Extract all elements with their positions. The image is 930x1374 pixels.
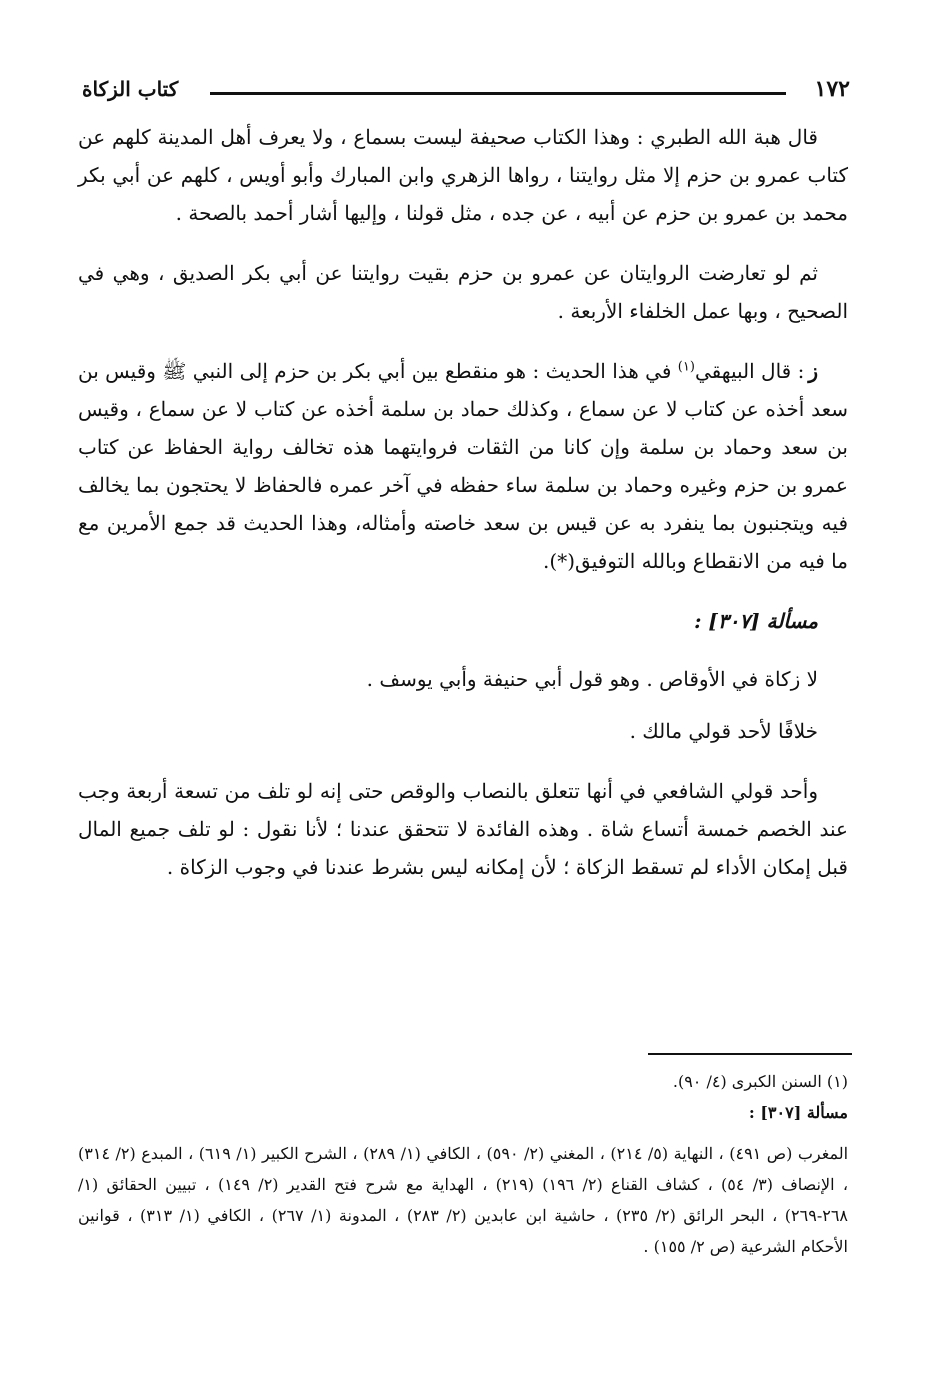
issue-heading: مسألة [٣٠٧] : [694, 609, 818, 633]
header-rule [210, 92, 786, 95]
footnote-references: المغرب (ص ٤٩١) ، النهاية (٥/ ٢١٤) ، المغني (٢/ ٥٩٠) ، الكافي (١/ ٢٨٩) ، الشرح الكبير (١/ ٦١٩) ، المبدع (٢/ ٣١٤) ، الإنصاف (٣/ ٥٤) ، كشاف القناع (٢/ ١٩٦) (٢١٩) ، الهداية مع شرح فتح القدير (٢/ ١٤٩) ، تبيين الحقائق (١/ ٢٦٨-٢٦٩) ، البحر الرائق (٢/ ٢٣٥) ، حاشية ابن عابدين (٢/ ٢٨٣) ، المدونة (١/ ٢٦٧) ، الكافي (١/ ٣١٣) ، قوانين الأحكام الشرعية (ص ٢/ ١٥٥) . [78, 1144, 849, 1256]
footnote-issue-heading: مسألة [٣٠٧] : [748, 1103, 848, 1122]
footnotes [78, 1066, 848, 1262]
paragraph-1: قال هبة الله الطبري : وهذا الكتاب صحيفة ليست بسماع ، ولا يعرف أهل المدينة كلهم عن كتاب عمرو بن حزم إلا مثل روايتنا ، رواها الزهري وابن المبارك وأبو أويس ، كلهم عن أبي بكر محمد بن عمرو بن حزم عن أبيه ، عن جده ، مثل قولنا ، وإليها أشار أحمد بالصحة . [78, 125, 848, 225]
running-title: كتاب الزكاة [82, 77, 179, 101]
paragraph-3-start: : قال البيهقي [694, 359, 805, 383]
page-header [82, 74, 850, 114]
main-text [78, 118, 848, 908]
note-marker: ز [808, 359, 818, 383]
footnote-rule [648, 1053, 852, 1055]
footnote-ref-1: (١) [677, 359, 695, 375]
paragraph-6: وأحد قولي الشافعي في أنها تتعلق بالنصاب والوقص حتى إنه لو تلف من تسعة أربعة وجب عند الخصم خمسة أتساع شاة . وهذه الفائدة لا تتحقق عندنا ؛ لأنا نقول : لو تلف جميع المال قبل إمكان الأداء لم تسقط الزكاة ؛ لأن إمكانه ليس بشرط عندنا في وجوب الزكاة . [78, 779, 848, 879]
paragraph-5: خلافًا لأحد قولي مالك . [629, 719, 818, 743]
footnote-1: (١) السنن الكبرى (٤/ ٩٠). [672, 1072, 848, 1091]
paragraph-4: لا زكاة في الأوقاص . وهو قول أبي حنيفة وأبي يوسف . [366, 667, 818, 691]
paragraph-3-rest: في هذا الحديث : هو منقطع بين أبي بكر بن حزم إلى النبي ﷺ وقيس بن سعد أخذه عن كتاب لا عن سماع ، وكذلك حماد بن سلمة أخذه عن كتاب لا عن سماع ، وقيس بن سعد وحماد بن سلمة وإن كانا من الثقات فروايتهما هذه تخالف رواية الحفاظ عن كتاب عمرو بن حزم وغيره وحماد بن سلمة ساء حفظه في آخر عمره فالحفاظ لا يحتجون بما يخالف فيه ويتجنبون بما ينفرد به عن قيس بن سعد خاصته وأمثاله، وهذا الحديث قد جمع الأمرين مع ما فيه من الانقطاع وبالله التوفيق(*). [78, 359, 848, 573]
paragraph-2: ثم لو تعارضت الروايتان عن عمرو بن حزم بقيت روايتنا عن أبي بكر الصديق ، وهي في الصحيح ، وبها عمل الخلفاء الأربعة . [78, 261, 848, 323]
paragraph-3 [78, 352, 848, 580]
page-number: ١٧٢ [814, 76, 850, 102]
